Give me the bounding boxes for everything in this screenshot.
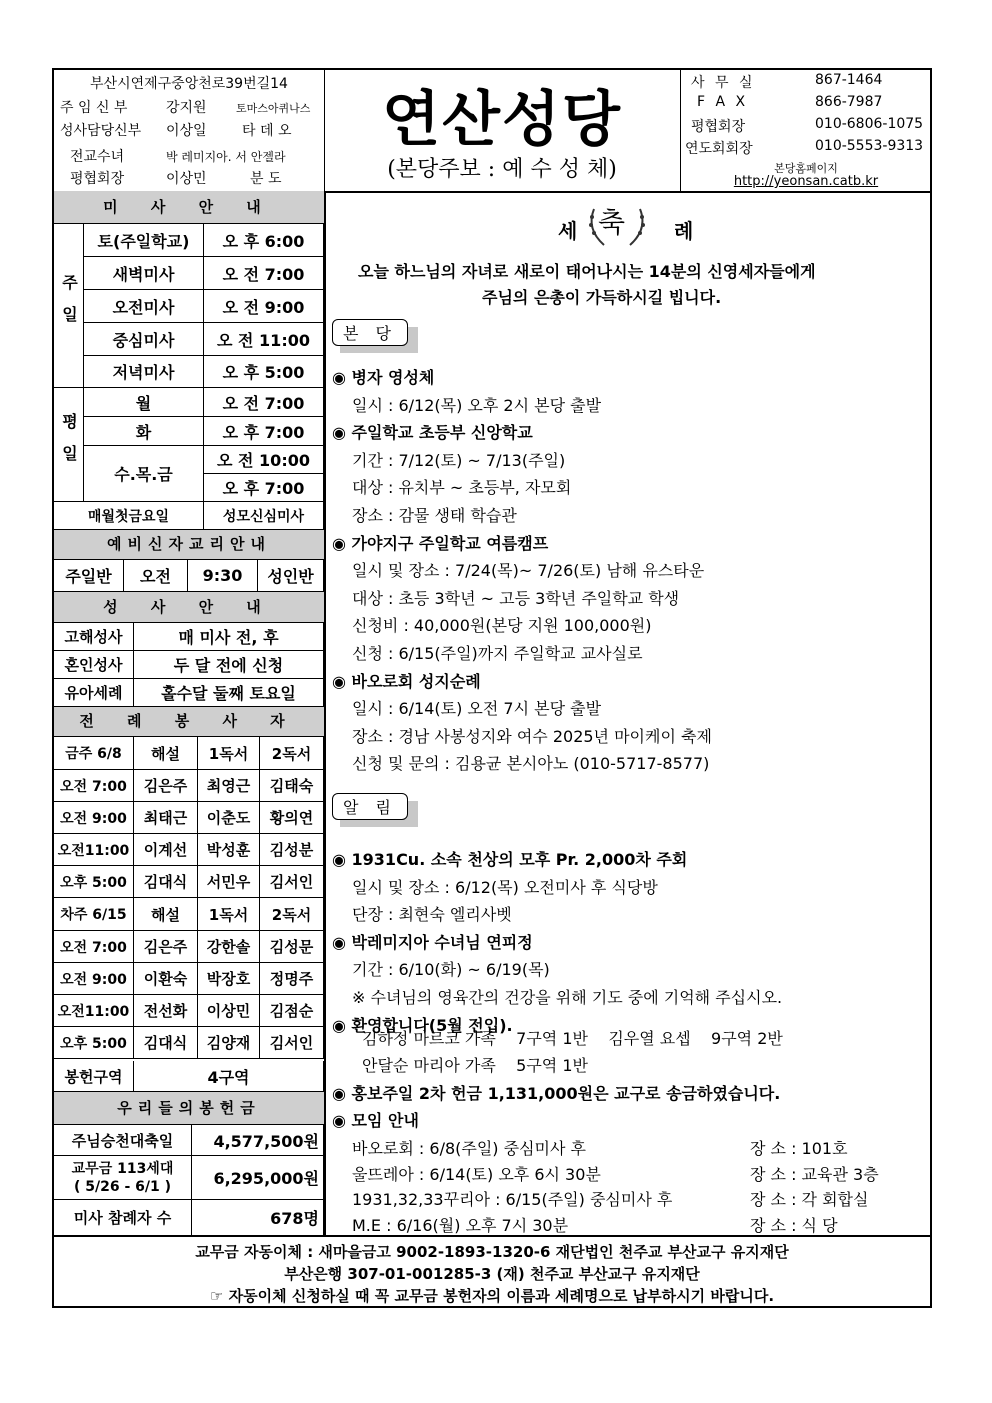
meeting-desc: 울뜨레아 : 6/14(토) 오후 6시 30분	[352, 1164, 601, 1184]
servers-cell: 김대식	[134, 866, 198, 898]
news-item-title: ◉ 1931Cu. 소속 천상의 모후 Pr. 2,000차 주회	[332, 850, 688, 869]
homepage-link[interactable]: http://yeonsan.catb.kr	[733, 174, 879, 189]
mass-name: 수.목.금	[84, 446, 204, 502]
mass-time: 오 전 7:00	[204, 257, 324, 290]
offering-value: 4,577,500원	[192, 1125, 324, 1156]
mass-time: 오 전 7:00	[204, 388, 324, 417]
mass-name: 오전미사	[84, 290, 204, 323]
mass-time: 오 전 11:00	[204, 323, 324, 356]
sunday-label: 주일	[54, 224, 84, 388]
news-item-title: ◉ 주일학교 초등부 신앙학교	[332, 423, 533, 443]
catechumen-heading: 예비신자교리안내	[54, 530, 324, 560]
offering-value: 678명	[192, 1200, 324, 1235]
bulletin-frame	[52, 68, 932, 1308]
servers-header-cell: 차주 6/15	[54, 898, 134, 931]
meeting-place: 장 소 : 101호	[750, 1139, 848, 1158]
servers-cell: 박장호	[198, 963, 260, 995]
welcome-row: 안달순 마리아 가족 5구역 1반	[362, 1056, 588, 1075]
news-item-line: 기간 : 6/10(화) ~ 6/19(목)	[352, 960, 550, 980]
news-item-line: 기간 : 7/12(토) ~ 7/13(주일)	[352, 450, 566, 470]
sacrament-heading: 성 사 안 내	[54, 592, 324, 623]
servers-cell: 김양재	[198, 1027, 260, 1059]
first-friday-label: 매월첫금요일	[54, 502, 204, 530]
mass-time: 오 전 10:00	[204, 446, 324, 474]
servers-cell: 김대식	[134, 1027, 198, 1059]
servers-header-cell: 2독서	[260, 898, 324, 931]
meeting-place: 장 소 : 각 회합실	[750, 1190, 869, 1209]
servers-cell: 전선화	[134, 995, 198, 1027]
news-item-line: 대상 : 초등 3학년 ~ 고등 3학년 주일학교 학생	[352, 588, 680, 608]
meeting-desc: M.E : 6/16(월) 오후 7시 30분	[352, 1215, 569, 1235]
left-column	[54, 191, 326, 1235]
sacrament-value: 매 미사 전, 후	[134, 623, 324, 651]
header-contacts: 사 무 실 867-1464 F A X 866-7987 평협회장 010-6806-1075 연도회회장 010-5553-9313 본당홈페이지 http://yeonsan.catb.kr	[680, 70, 931, 191]
catechumen-cell: 9:30	[188, 560, 258, 592]
celebration-title-center: 축	[598, 206, 626, 239]
weekday-label: 평일	[54, 388, 84, 502]
servers-cell: 김성분	[260, 834, 324, 866]
news-item-line: 단장 : 최현숙 엘리사벳	[352, 905, 512, 925]
news-item-line: ※ 수녀님의 영육간의 건강을 위해 기도 중에 기억해 주십시오.	[352, 988, 783, 1007]
meeting-desc: 1931,32,33꾸리아 : 6/15(주일) 중심미사 후	[352, 1190, 673, 1209]
servers-heading: 전 례 봉 사 자	[54, 707, 324, 737]
servers-cell: 최태근	[134, 802, 198, 834]
news-item-title: ◉ 바오로회 성지순례	[332, 671, 481, 691]
servers-cell: 오전 7:00	[54, 931, 134, 963]
servers-cell: 김서인	[260, 866, 324, 898]
servers-cell: 이계선	[134, 834, 198, 866]
news-item-line: 일시 : 6/14(토) 오전 7시 본당 출발	[352, 699, 602, 719]
servers-cell: 김성문	[260, 931, 324, 963]
news-item-line: 신청비 : 40,000원(본당 지원 100,000원)	[352, 616, 652, 636]
section-tab-parish: 본 당	[332, 319, 408, 346]
servers-cell: 박성훈	[198, 834, 260, 866]
servers-cell: 김은주	[134, 931, 198, 963]
servers-cell: 정명주	[260, 963, 324, 995]
servers-cell: 김서인	[260, 1027, 324, 1059]
servers-cell: 이상민	[198, 995, 260, 1027]
servers-cell: 오후 5:00	[54, 866, 134, 898]
first-friday-value: 성모신심미사	[204, 502, 324, 530]
meeting-place: 장 소 : 교육관 3층	[750, 1164, 879, 1184]
servers-header-cell: 1독서	[198, 898, 260, 931]
offering-name: 미사 참례자 수	[54, 1200, 192, 1235]
address: 부산시연제구중앙천로39번길14	[90, 76, 288, 92]
news-item-title: ◉ 박레미지아 수녀님 연피정	[332, 932, 533, 952]
mass-heading: 미 사 안 내	[54, 191, 324, 224]
servers-cell: 이환숙	[134, 963, 198, 995]
bulletin-subtitle: (본당주보 : 예 수 성 체)	[387, 157, 617, 182]
news-item-line: 일시 : 6/12(목) 오후 2시 본당 출발	[352, 395, 602, 415]
news-item-line: 신청 및 문의 : 김용균 본시아노 (010-5717-8577)	[352, 754, 710, 774]
servers-cell: 강한솔	[198, 931, 260, 963]
catechumen-cell: 오전	[124, 560, 188, 592]
footer-line: ☞ 자동이체 신청하실 때 꼭 교무금 봉헌자의 이름과 세례명으로 납부하시기 바랍니다.	[209, 1287, 775, 1305]
footer-line: 교무금 자동이체 : 새마을금고 9002-1893-1320-6 재단법인 천주교 부산교구 유지재단	[195, 1243, 789, 1261]
servers-header-cell: 해설	[134, 898, 198, 931]
header-staff: 부산시연제구중앙천로39번길14 주 임 신 부 강지원 토마스아퀴나스 성사담당신부 이상일 타 데 오 전교수녀 박 레미지아. 서 안젤라 평협회장 이상민 분 도	[54, 70, 325, 191]
sacrament-value: 두 달 전에 신청	[134, 651, 324, 679]
offering-value: 6,295,000원	[192, 1156, 324, 1200]
servers-header-cell: 1독서	[198, 737, 260, 770]
welcome-row: 김하정 마르코 가족 7구역 1반 김우열 요셉 9구역 2반	[362, 1029, 783, 1048]
sacrament-name: 유아세례	[54, 679, 134, 707]
offering-zone-label: 봉헌구역	[54, 1061, 134, 1092]
news-item-line: 장소 : 감물 생태 학습관	[352, 506, 517, 525]
news-item-title: ◉ 병자 영성체	[332, 368, 435, 387]
homepage-label: 본당홈페이지	[774, 162, 838, 175]
servers-cell: 김점순	[260, 995, 324, 1027]
sacrament-value: 홀수달 둘째 토요일	[134, 679, 324, 707]
servers-header-cell: 해설	[134, 737, 198, 770]
news-item-line: 일시 및 장소 : 6/12(목) 오전미사 후 식당방	[352, 877, 658, 897]
servers-cell: 김은주	[134, 770, 198, 802]
mass-name: 새벽미사	[84, 257, 204, 290]
servers-header-cell: 2독서	[260, 737, 324, 770]
servers-cell: 최영근	[198, 770, 260, 802]
header	[54, 70, 930, 193]
servers-cell: 오전 9:00	[54, 963, 134, 995]
mass-name: 중심미사	[84, 323, 204, 356]
parish-name: 연산성당	[382, 85, 622, 155]
servers-cell: 황의연	[260, 802, 324, 834]
celebration-line: 오늘 하느님의 자녀로 새로이 태어나시는 14분의 신영세자들에게	[358, 262, 816, 281]
news-item-line: 신청 : 6/15(주일)까지 주일학교 교사실로	[352, 644, 643, 663]
meeting-place: 장 소 : 식 당	[750, 1215, 838, 1235]
servers-cell: 이춘도	[198, 802, 260, 834]
mass-name: 월	[84, 388, 204, 417]
masthead	[324, 70, 680, 183]
laurel-icon	[582, 203, 652, 249]
news-item-line: 일시 및 장소 : 7/24(목)~ 7/26(토) 남해 유스타운	[352, 561, 705, 581]
servers-cell: 오전 7:00	[54, 770, 134, 802]
celebration-title-right: 례	[674, 219, 694, 243]
mass-name: 저녁미사	[84, 356, 204, 388]
servers-cell: 오전11:00	[54, 995, 134, 1027]
catechumen-cell: 주일반	[54, 560, 124, 592]
offering-name: 교무금 113세대 ( 5/26 - 6/1 )	[54, 1156, 192, 1200]
mass-time: 오 후 6:00	[204, 224, 324, 257]
servers-cell: 김태숙	[260, 770, 324, 802]
mass-time: 오 후 5:00	[204, 356, 324, 388]
promo-item: ◉ 홍보주일 2차 헌금 1,131,000원은 교구로 송금하였습니다.	[332, 1084, 781, 1103]
servers-cell: 서민우	[198, 866, 260, 898]
offerings-heading: 우리들의봉헌금	[54, 1092, 324, 1125]
meeting-title: ◉ 모임 안내	[332, 1111, 419, 1130]
news-item-line: 장소 : 경남 사봉성지와 여수 2025년 마이케이 축제	[352, 726, 712, 746]
servers-cell: 오전11:00	[54, 834, 134, 866]
meeting-desc: 바오로회 : 6/8(주일) 중심미사 후	[352, 1139, 586, 1158]
offering-zone: 4구역	[134, 1061, 324, 1092]
mass-name: 화	[84, 417, 204, 446]
celebration-line: 주님의 은총이 가득하시길 빕니다.	[482, 288, 722, 307]
right-column	[326, 191, 930, 1235]
servers-cell: 오전 9:00	[54, 802, 134, 834]
news-item-title: ◉ 환영합니다(5월 전입).	[332, 1015, 513, 1035]
servers-cell: 오후 5:00	[54, 1027, 134, 1059]
mass-time: 오 전 9:00	[204, 290, 324, 323]
sacrament-name: 고해성사	[54, 623, 134, 651]
mass-time: 오 후 7:00	[204, 417, 324, 446]
section-tab-notice: 알 림	[332, 793, 408, 820]
sacrament-name: 혼인성사	[54, 651, 134, 679]
news-item-title: ◉ 가야지구 주일학교 여름캠프	[332, 533, 549, 553]
footer	[54, 1235, 930, 1308]
servers-header-cell: 금주 6/8	[54, 737, 134, 770]
footer-line: 부산은행 307-01-001285-3 (재) 천주교 부산교구 유지재단	[284, 1265, 700, 1283]
mass-name: 토(주일학교)	[84, 224, 204, 257]
news-item-line: 대상 : 유치부 ~ 초등부, 자모회	[352, 478, 572, 498]
mass-time: 오 후 7:00	[204, 474, 324, 502]
catechumen-cell: 성인반	[258, 560, 324, 592]
offering-name: 주님승천대축일	[54, 1125, 192, 1156]
celebration-title-left: 세	[558, 219, 578, 243]
